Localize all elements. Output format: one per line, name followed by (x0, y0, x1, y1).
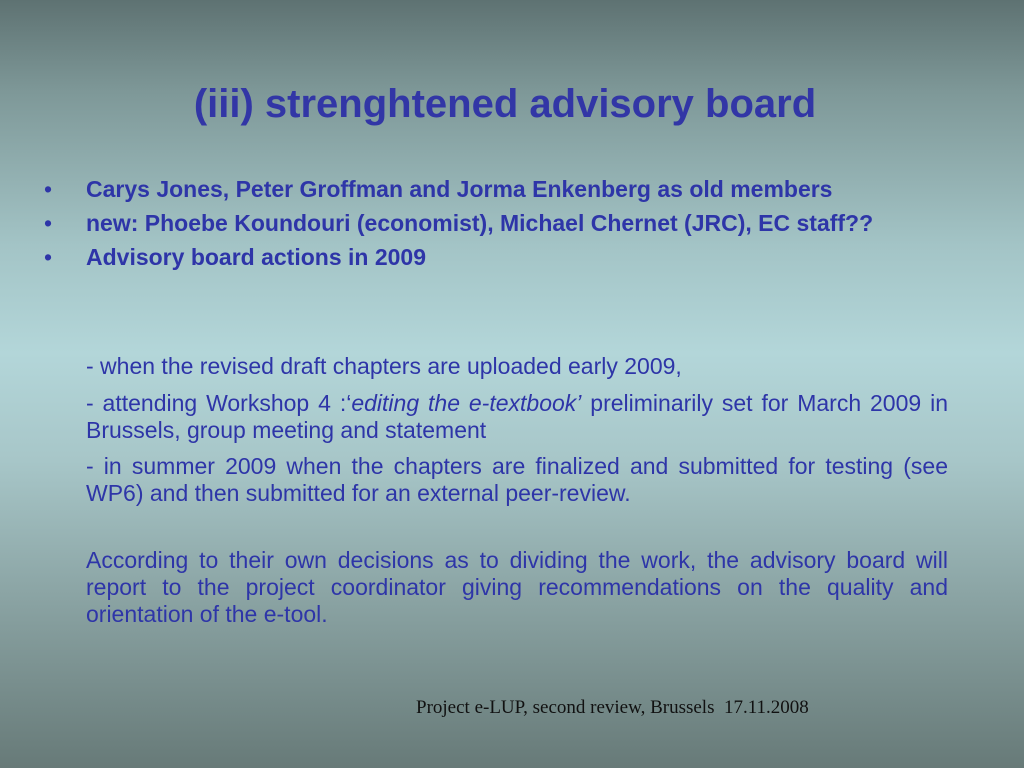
action-item-summer: - in summer 2009 when the chapters are finalized and submitted for testing (see WP6) and then submitted for an external peer-review. (86, 453, 948, 506)
action-item-workshop (86, 390, 948, 444)
bullet-dot-icon: • (44, 244, 53, 270)
bullet-text: new: Phoebe Koundouri (economist), Michael Chernet (JRC), EC staff?? (86, 210, 874, 236)
bullet-text: Advisory board actions in 2009 (86, 244, 427, 270)
bullet-list (42, 176, 948, 278)
slide-footer: Project e-LUP, second review, Brussels 17.11.2008 (416, 697, 809, 718)
bullet-item-actions (42, 244, 948, 271)
bullet-item-new-members (42, 210, 948, 237)
bullet-dot-icon: • (44, 210, 53, 236)
action-workshop-text-start: - attending Workshop 4 :‘ (86, 390, 352, 416)
action-workshop-italic: editing the e-textbook’ (351, 390, 582, 416)
closing-paragraph: According to their own decisions as to dividing the work, the advisory board will report to the project coordinator giving recommendations on the quality and orientation of the e-tool. (86, 547, 948, 627)
action-workshop-text-end: preliminarily set for March 2009 in Brussels, group meeting and statement (86, 390, 948, 443)
bullet-text: Carys Jones, Peter Groffman and Jorma Enkenberg as old members (86, 176, 833, 202)
slide-title: (iii) strenghtened advisory board (193, 82, 817, 126)
bullet-item-old-members (42, 176, 948, 203)
bullet-dot-icon: • (44, 176, 53, 202)
action-item-upload: - when the revised draft chapters are uploaded early 2009, (86, 353, 682, 379)
